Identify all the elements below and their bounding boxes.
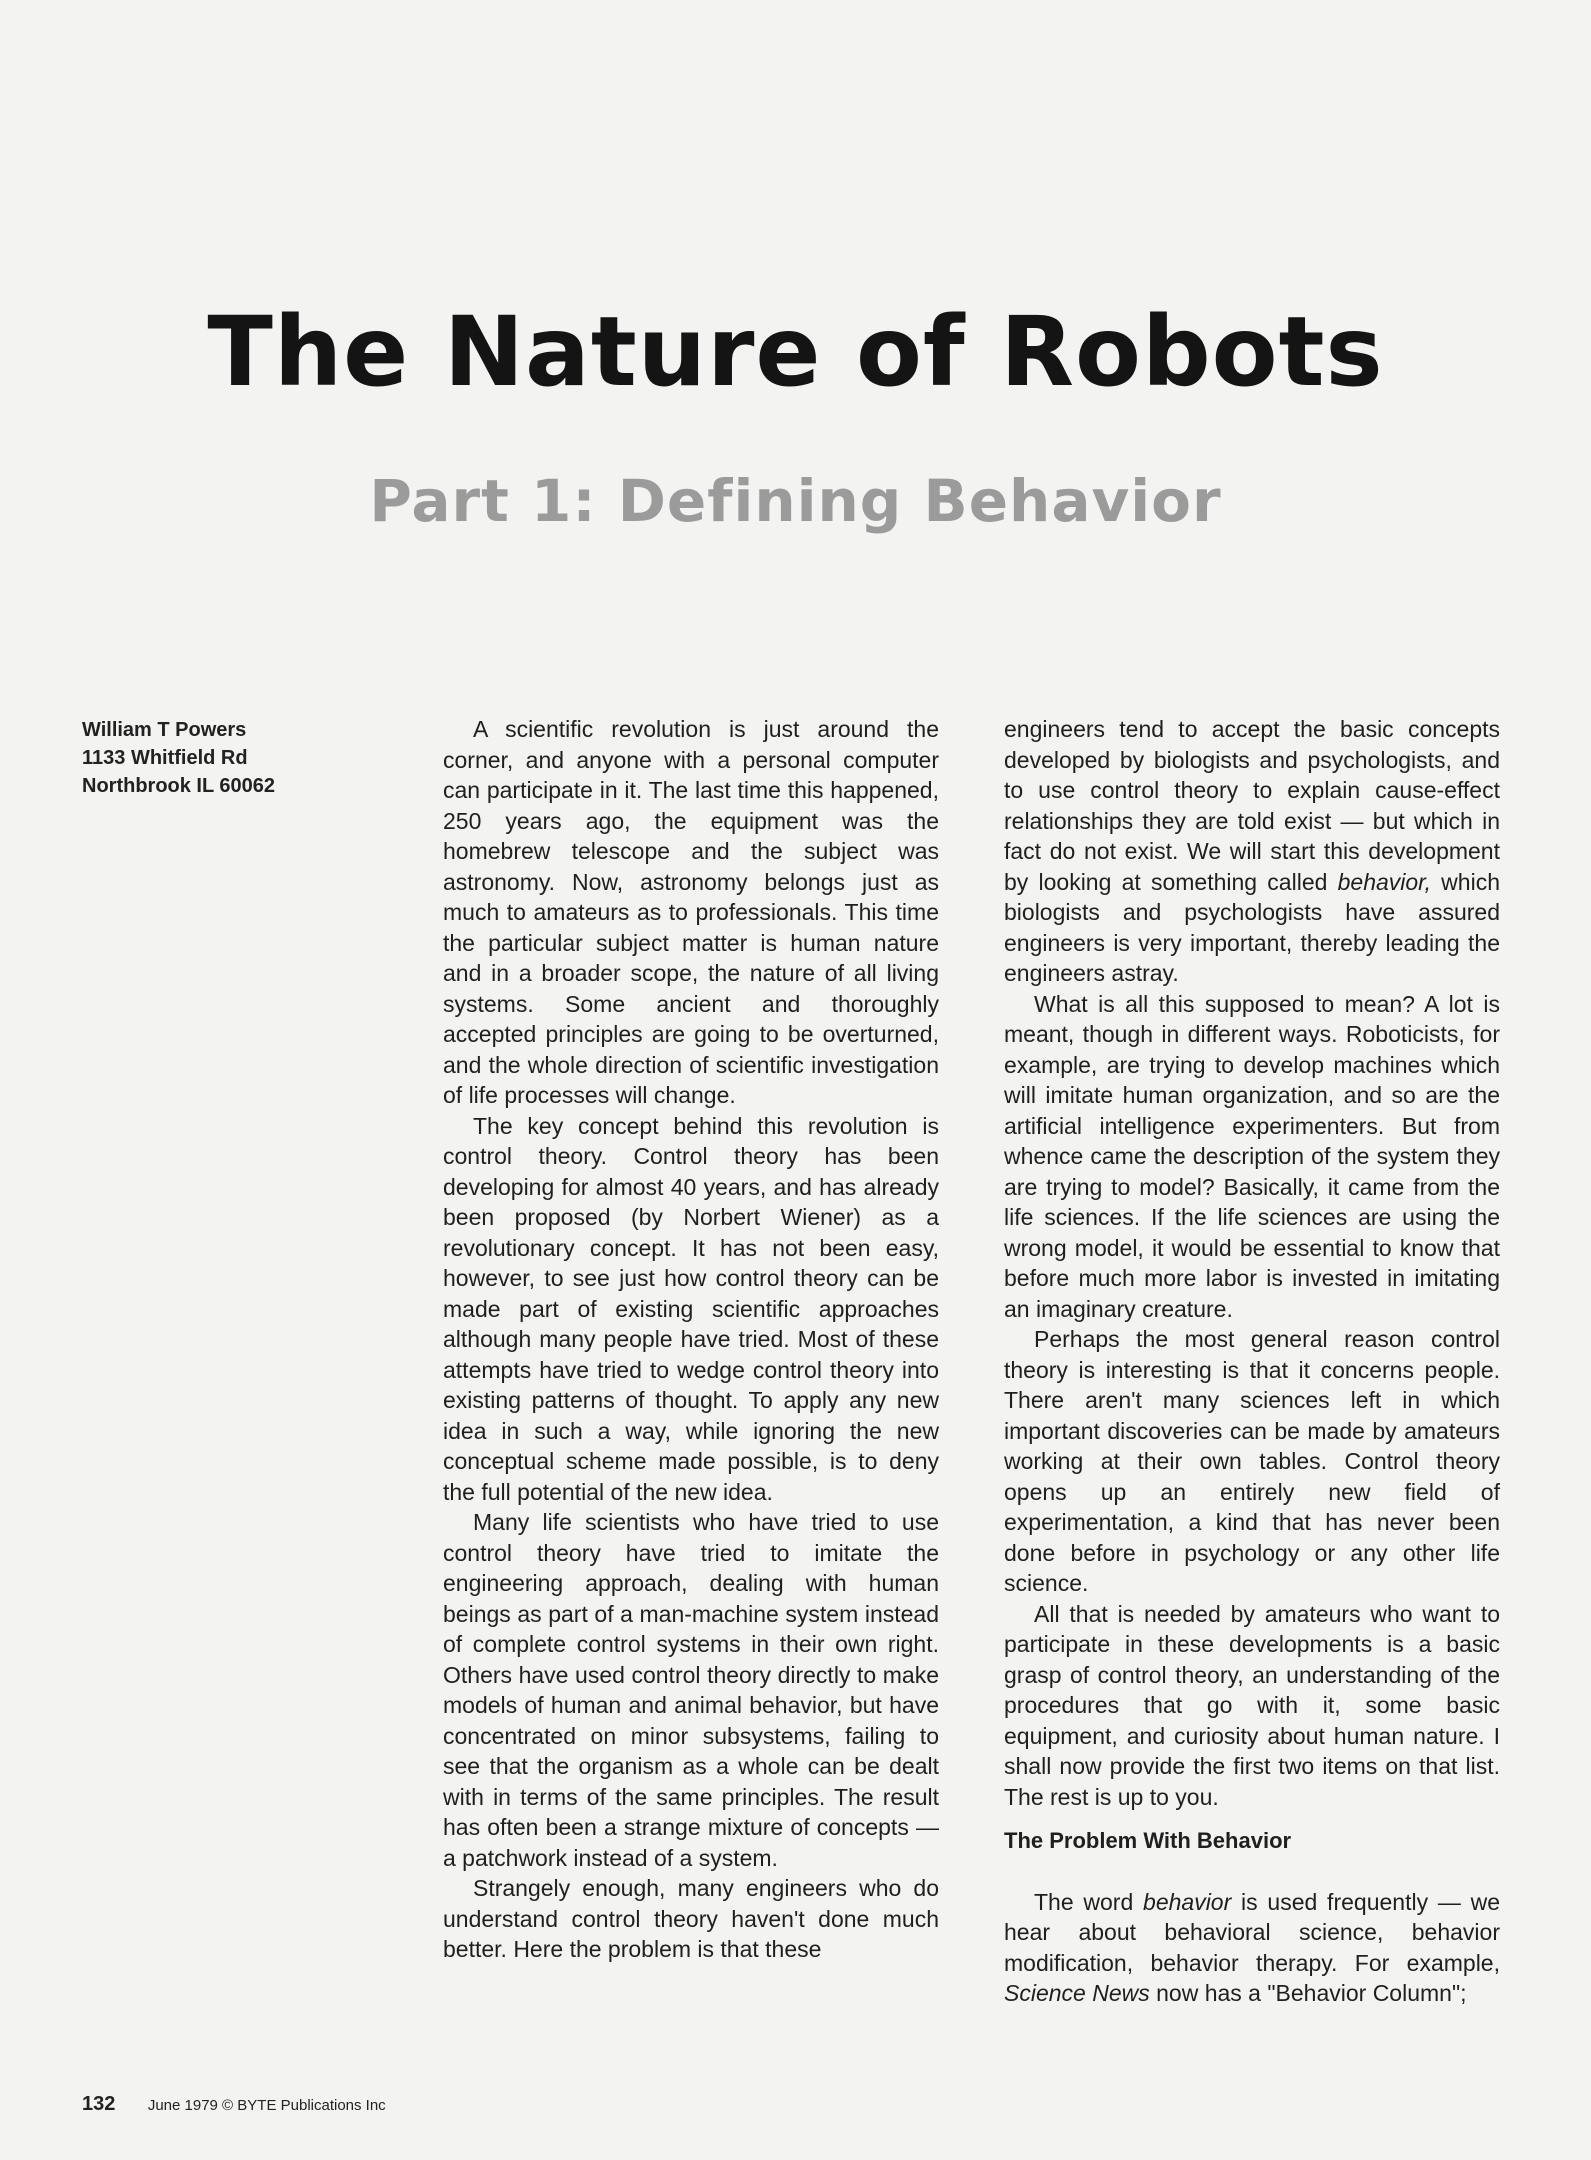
paragraph: A scientific revolution is just around the corner, and anyone with a personal computer can participate in it. The last time this happened, 250 years ago, the equipment was the homebrew telescope and the subject was astronomy. Now, astronomy belongs just as much to amateurs as to professionals. This time the particular subject matter is human nature and in a broader scope, the nature of all living systems. Some ancient and thoroughly accepted principles are going to be overturned, and the whole direction of scientific investigation of life processes will change.	[443, 716, 939, 1108]
paragraph: What is all this supposed to mean? A lot is meant, though in different ways. Roboticists, for example, are trying to develop machines which will imitate human organization, and so are the artificial intelligence experimenters. But from whence came the description of the system they are trying to model? Basically, it came from the life sciences. If the life sciences are using the wrong model, it would be essential to know that before much more labor is invested in imitating an imaginary creature.	[1004, 990, 1500, 1322]
text-column-right	[1004, 714, 1500, 2009]
paragraph-text: The word	[1034, 1888, 1144, 1915]
paragraph-text: which biologists and psychologists have assured engineers is very important, thereby leading the engineers astray.	[1004, 868, 1500, 986]
paragraph: Strangely enough, many engineers who do understand control theory haven't done much better. Here the problem is that these	[443, 1875, 939, 1962]
paragraph	[1004, 1887, 1500, 2009]
paragraph: The key concept behind this revolution is control theory. Control theory has been developing for almost 40 years, and has already been proposed (by Norbert Wiener) as a revolutionary concept. It has not been easy, however, to see just how control theory can be made part of existing scientific approaches although many people have tried. Most of these attempts have tried to wedge control theory into existing patterns of thought. To apply any new idea in such a way, while ignoring the new conceptual scheme made possible, is to deny the full potential of the new idea.	[443, 1112, 939, 1505]
page-number: 132	[82, 2093, 116, 2115]
author-name: William T Powers	[82, 719, 247, 741]
paragraph: Many life scientists who have tried to use control theory have tried to imitate the engineering approach, dealing with human beings as part of a man-machine system instead of complete control systems in their own right. Others have used control theory directly to make models of human and animal behavior, but have concentrated on minor subsystems, failing to see that the organism as a whole can be dealt with in terms of the same principles. The result has often been a strange mixture of concepts — a patchwork instead of a system.	[443, 1509, 939, 1871]
emphasis-text: Science News	[1004, 1980, 1150, 2006]
page-footer	[82, 2093, 386, 2116]
author-block	[82, 716, 382, 800]
article-subtitle: Part 1: Defining Behavior	[369, 467, 1222, 535]
footer-credit: June 1979 © BYTE Publications Inc	[147, 2097, 386, 2114]
section-heading: The Problem With Behavior	[1004, 1828, 1292, 1853]
paragraph-text: engineers tend to accept the basic concepts developed by biologists and psychologists, and to use control theory to explain cause-effect relationships they are told exist — but which in fact do not exist. We will start this development by looking at something called	[1004, 716, 1500, 895]
paragraph: All that is needed by amateurs who want to participate in these developments is a basic grasp of control theory, an understanding of the procedures that go with it, some basic equipment, and curiosity about human nature. I shall now provide the first two items on that list. The rest is up to you.	[1004, 1600, 1500, 1810]
author-address-line2: Northbrook IL 60062	[82, 775, 276, 797]
emphasis-text: behavior,	[1337, 868, 1431, 895]
paragraph-text: is used frequently — we hear about behavioral science, behavior modification, behavior therapy. For example,	[1004, 1888, 1501, 1976]
text-column-left	[443, 714, 939, 1965]
article-title: The Nature of Robots	[207, 296, 1384, 408]
author-address-line1: 1133 Whitfield Rd	[82, 747, 248, 769]
paragraph-text: now has a "Behavior Column";	[1149, 1980, 1467, 2006]
paragraph	[1004, 714, 1500, 989]
emphasis-text: behavior	[1143, 1888, 1232, 1915]
paragraph: Perhaps the most general reason control theory is interesting is that it concerns people. There aren't many sciences left in which important discoveries can be made by amateurs working at their own tables. Control theory opens up an entirely new field of experimentation, a kind that has never been done before in psychology or any other life science.	[1004, 1326, 1500, 1596]
